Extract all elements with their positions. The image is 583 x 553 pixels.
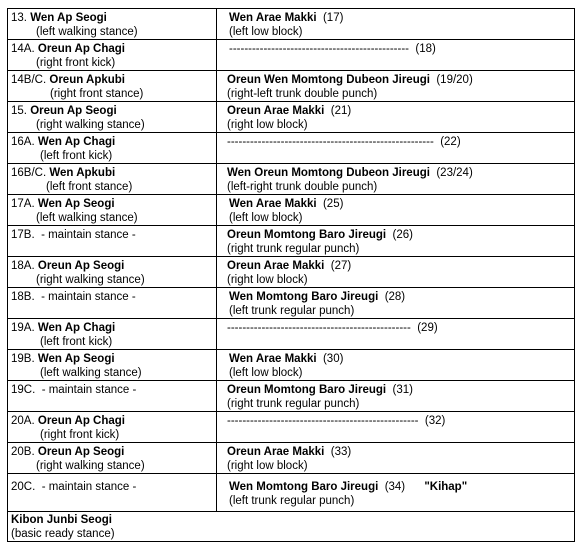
stance-translation: (right walking stance) (36, 274, 145, 286)
technique-name: Oreun Arae Makki (227, 105, 325, 117)
technique-name: Oreun Arae Makki (227, 446, 325, 458)
stance-name: Oreun Ap Seogi (37, 446, 125, 458)
step-number: 19C. (11, 384, 36, 396)
technique-cell (217, 164, 574, 194)
move-count: (26) (392, 229, 413, 241)
technique-translation: (left-right trunk double punch) (227, 181, 378, 193)
technique-cell (217, 195, 574, 225)
move-count: (23/24) (436, 167, 473, 179)
technique-name: Oreun Momtong Baro Jireugi (227, 384, 387, 396)
table-row (8, 288, 574, 319)
technique-translation: (left trunk regular punch) (229, 495, 355, 507)
step-number: 18B. (11, 291, 35, 303)
stance-cell (8, 71, 217, 101)
technique-cell (217, 288, 574, 318)
technique-name: Wen Momtong Baro Jireugi (229, 291, 379, 303)
stance-cell (8, 40, 217, 70)
technique-cell (217, 381, 574, 411)
technique-translation: (right-left trunk double punch) (227, 88, 378, 100)
technique-translation: (left low block) (229, 367, 303, 379)
stance-name: Oreun Ap Chagi (37, 415, 125, 427)
move-count: (33) (330, 446, 352, 458)
technique-cell (217, 350, 574, 380)
technique-cell (217, 319, 574, 349)
step-number: 18A. (11, 260, 35, 272)
stance-name: Oreun Ap Seogi (30, 105, 117, 117)
technique-name: Oreun Wen Momtong Dubeon Jireugi (227, 74, 430, 86)
table-row (8, 319, 574, 350)
technique-cell (217, 412, 574, 442)
table-row (8, 102, 574, 133)
move-count: (22) (440, 136, 461, 148)
step-number: 17B. (11, 229, 35, 241)
no-technique-dashes: ----------------------------------------------- (229, 43, 409, 55)
stance-translation: (left front kick) (40, 336, 113, 348)
stance-translation: (right front stance) (50, 88, 144, 100)
technique-translation: (left low block) (229, 212, 303, 224)
move-count: (19/20) (436, 74, 473, 86)
no-technique-dashes: ------------------------------------------------------ (227, 136, 434, 148)
stance-name: - maintain stance - (41, 481, 137, 493)
step-number: 15. (11, 105, 27, 117)
no-technique-dashes: -------------------------------------------------- (227, 415, 419, 427)
stance-translation: (right front kick) (36, 57, 116, 69)
move-count: (18) (415, 43, 436, 55)
technique-cell (217, 226, 574, 256)
move-count: (27) (330, 260, 352, 272)
stance-name: Oreun Apkubi (49, 74, 125, 86)
stance-name: Oreun Ap Seogi (37, 260, 125, 272)
technique-translation: (right low block) (227, 119, 308, 131)
table-row (8, 164, 574, 195)
stance-translation: (left walking stance) (40, 367, 142, 379)
step-number: 19A. (11, 322, 35, 334)
stance-cell (8, 257, 217, 287)
table-row (8, 133, 574, 164)
no-technique-dashes: ------------------------------------------------ (227, 322, 411, 334)
step-number: 17A. (11, 198, 35, 210)
step-number: 19B. (11, 353, 35, 365)
technique-translation: (left trunk regular punch) (229, 305, 355, 317)
move-count: (31) (392, 384, 413, 396)
stance-translation: (right front kick) (40, 429, 120, 441)
table-row (8, 71, 574, 102)
final-stance-name: Kibon Junbi Seogi (11, 514, 112, 526)
stance-translation: (left front stance) (46, 181, 133, 193)
stance-name: Oreun Ap Chagi (37, 43, 125, 55)
move-count: (32) (424, 415, 446, 427)
stance-cell (8, 133, 217, 163)
stance-cell (8, 319, 217, 349)
stance-name: Wen Ap Seogi (37, 353, 115, 365)
move-count: (30) (322, 353, 344, 365)
stance-cell (8, 288, 217, 318)
stance-cell (8, 474, 217, 511)
technique-translation: (right trunk regular punch) (227, 243, 360, 255)
technique-cell (217, 71, 574, 101)
technique-name: Wen Oreun Momtong Dubeon Jireugi (227, 167, 430, 179)
stance-cell (8, 164, 217, 194)
stance-cell (8, 226, 217, 256)
step-number: 14A. (11, 43, 35, 55)
step-number: 20B. (11, 446, 35, 458)
stance-cell (8, 350, 217, 380)
technique-translation: (right low block) (227, 274, 308, 286)
technique-cell (217, 443, 574, 473)
technique-cell (217, 133, 574, 163)
technique-cell (217, 102, 574, 132)
step-number: 20A. (11, 415, 35, 427)
stance-cell (8, 412, 217, 442)
move-count: (21) (330, 105, 352, 117)
stance-name: - maintain stance - (41, 291, 136, 303)
stance-cell (8, 443, 217, 473)
move-count: (29) (417, 322, 438, 334)
technique-name: Wen Arae Makki (229, 12, 317, 24)
stance-name: Wen Ap Seogi (37, 198, 115, 210)
technique-cell (217, 40, 574, 70)
form-steps-table (7, 8, 575, 542)
table-row (8, 443, 574, 474)
stance-name: Wen Ap Seogi (30, 12, 107, 24)
move-count: (28) (384, 291, 406, 303)
technique-translation: (left low block) (229, 26, 303, 38)
technique-name: Wen Arae Makki (229, 353, 317, 365)
technique-cell (217, 9, 574, 39)
stance-name: - maintain stance - (41, 384, 137, 396)
technique-name: Wen Momtong Baro Jireugi (229, 481, 379, 493)
move-count: (17) (322, 12, 344, 24)
table-row (8, 195, 574, 226)
technique-name: Wen Arae Makki (229, 198, 317, 210)
stance-cell (8, 9, 217, 39)
table-row (8, 381, 574, 412)
kihap-label: "Kihap" (424, 481, 468, 493)
stance-translation: (right walking stance) (36, 460, 145, 472)
stance-name: Wen Apkubi (49, 167, 116, 179)
step-number: 16B/C. (11, 167, 47, 179)
table-row (8, 474, 574, 512)
step-number: 20C. (11, 481, 36, 493)
step-number: 13. (11, 12, 27, 24)
technique-translation: (right low block) (227, 460, 308, 472)
final-stance-row (8, 512, 574, 542)
technique-cell (217, 257, 574, 287)
stance-cell (8, 195, 217, 225)
stance-translation: (left front kick) (40, 150, 113, 162)
table-row (8, 350, 574, 381)
table-row (8, 9, 574, 40)
technique-translation: (right trunk regular punch) (227, 398, 360, 410)
stance-translation: (left walking stance) (36, 26, 138, 38)
technique-name: Oreun Arae Makki (227, 260, 325, 272)
technique-cell (217, 474, 574, 511)
move-count: (34) (384, 481, 406, 493)
final-stance-translation: (basic ready stance) (11, 528, 115, 540)
stance-cell (8, 381, 217, 411)
table-row (8, 412, 574, 443)
table-row (8, 257, 574, 288)
table-row (8, 226, 574, 257)
move-count: (25) (322, 198, 344, 210)
step-number: 14B/C. (11, 74, 47, 86)
stance-name: Wen Ap Chagi (37, 136, 116, 148)
technique-name: Oreun Momtong Baro Jireugi (227, 229, 387, 241)
stance-name: - maintain stance - (41, 229, 136, 241)
stance-translation: (right walking stance) (36, 119, 145, 131)
stance-translation: (left walking stance) (36, 212, 138, 224)
stance-cell (8, 102, 217, 132)
table-row (8, 40, 574, 71)
stance-name: Wen Ap Chagi (37, 322, 116, 334)
step-number: 16A. (11, 136, 35, 148)
